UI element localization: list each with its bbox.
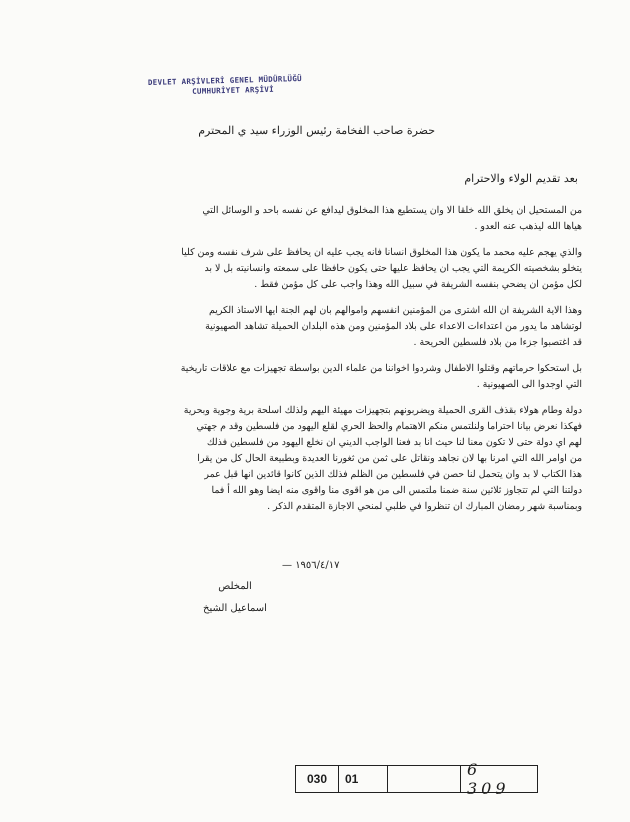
paragraph-gap [100, 235, 582, 245]
body-line: والذي يهجم عليه محمد ما يكون هذا المخلوق انسانا فانه يجب عليه ان يحافظ على شرف نفسه ومن كليا [181, 247, 582, 258]
folio-series: 01 [339, 766, 388, 792]
date-dash: — [282, 560, 296, 571]
body-line: هياها الله ليذهب عنه العدو . [474, 221, 582, 232]
body-line: بل استحكوا حرماتهم وقتلوا الاطفال وشردوا اخواننا من علماء الدين بواسطة تجهيزات مع علاقات تاريخية [180, 363, 582, 374]
body-line: من اوامر الله التي امرنا بها لان نجاهد ونقاتل على ثمن من ثغورنا العديدة وبطبيعة الحال كل من يقرا [197, 453, 582, 464]
body-line: لهم اي دولة حتى لا تكون معنا لنا حيث انا بد فعنا الواجب الديني ان نخلع اليهود من فلسطين فذلك [206, 437, 582, 448]
archive-folio-box [295, 760, 538, 798]
folio-box [388, 766, 461, 792]
letter-address: حضرة صاحب الفخامة رئيس الوزراء سيد ي المحترم [198, 124, 435, 137]
body-line: هذا الكتاب لا بد وان يتحمل لنا حصن في فلسطين من الظلم فذلك الذين كانوا قائدين انها قبل عمر [204, 469, 582, 480]
paragraph-gap [100, 393, 582, 403]
letter-body [100, 203, 582, 515]
body-line: من المستحيل ان يخلق الله خلقا الا وان يستطيع هذا المخلوق ليدافع عن نفسه باحد و الوسائل التي [202, 205, 582, 216]
body-line: دولتنا التي لم تتجاوز ثلاثين سنة ضمنا ملتمس الى من هو اقوى منا واقوى منه ايضا وهو الله أ فما [211, 485, 582, 496]
archive-stamp [148, 74, 303, 98]
signature-name: اسماعيل الشيخ [203, 603, 267, 614]
stamp-line-2: CUMHURİYET ARŞİVİ [192, 84, 275, 96]
folio-number: 6 309 [467, 760, 510, 798]
body-line: التي اوجدوا الى الصهيونية . [476, 379, 582, 390]
body-line: وهذا الاية الشريفة ان الله اشترى من المؤمنين انفسهم واموالهم بان لهم الجنة ايها الاستاذ الكريم [209, 305, 582, 316]
letter-date [282, 560, 340, 571]
body-line: لوتشاهد ما يدور من اعتداءات الاعداء على بلاد المؤمنين ومن هذه البلدان الحميلة تشاهد الصهيونية [205, 321, 582, 332]
paragraph-gap [100, 351, 582, 361]
body-line: قد اغتصبوا جزءا من بلاد فلسطين الحريحة . [413, 337, 582, 348]
signature-block [180, 576, 290, 620]
body-line: لكل مؤمن ان يضحي بنفسه الشريفة في سبيل الله وهذا واجب على كل مؤمن فقط . [254, 279, 582, 290]
body-line: دولة وطام هولاء بقذف القرى الحميلة ويضربونهم بتجهيزات مهيئة اليهم ولذلك اسلحة برية وجوية وبحرية [183, 405, 582, 416]
body-line: يتخلو بشخصيته الكريمة التي يجب ان يحافظ عليها حتى يكون حافظا على سمعته وانسانيته بل لا بد [204, 263, 582, 274]
body-line: فهكذا نعرض بيانا احتراما ولنلتمس منكم الاهتمام والحظ الحري لقلع اليهود من فلسطين وقد م جهتي [196, 421, 582, 432]
letter-greeting: بعد تقديم الولاء والاحترام [464, 172, 578, 185]
folio-fond: 030 [296, 766, 339, 792]
paragraph-gap [100, 293, 582, 303]
date-value: ١٩٥٦/٤/١٧ [295, 560, 340, 571]
stamp-line-1: DEVLET ARŞİVLERİ GENEL MÜDÜRLÜĞÜ [147, 73, 303, 88]
body-line: وبمناسبة شهر رمضان المبارك ان تنظروا في طلبي لمنحي الاجازة المتقدم الذكر . [267, 501, 582, 512]
signature-title: المخلص [218, 581, 252, 592]
